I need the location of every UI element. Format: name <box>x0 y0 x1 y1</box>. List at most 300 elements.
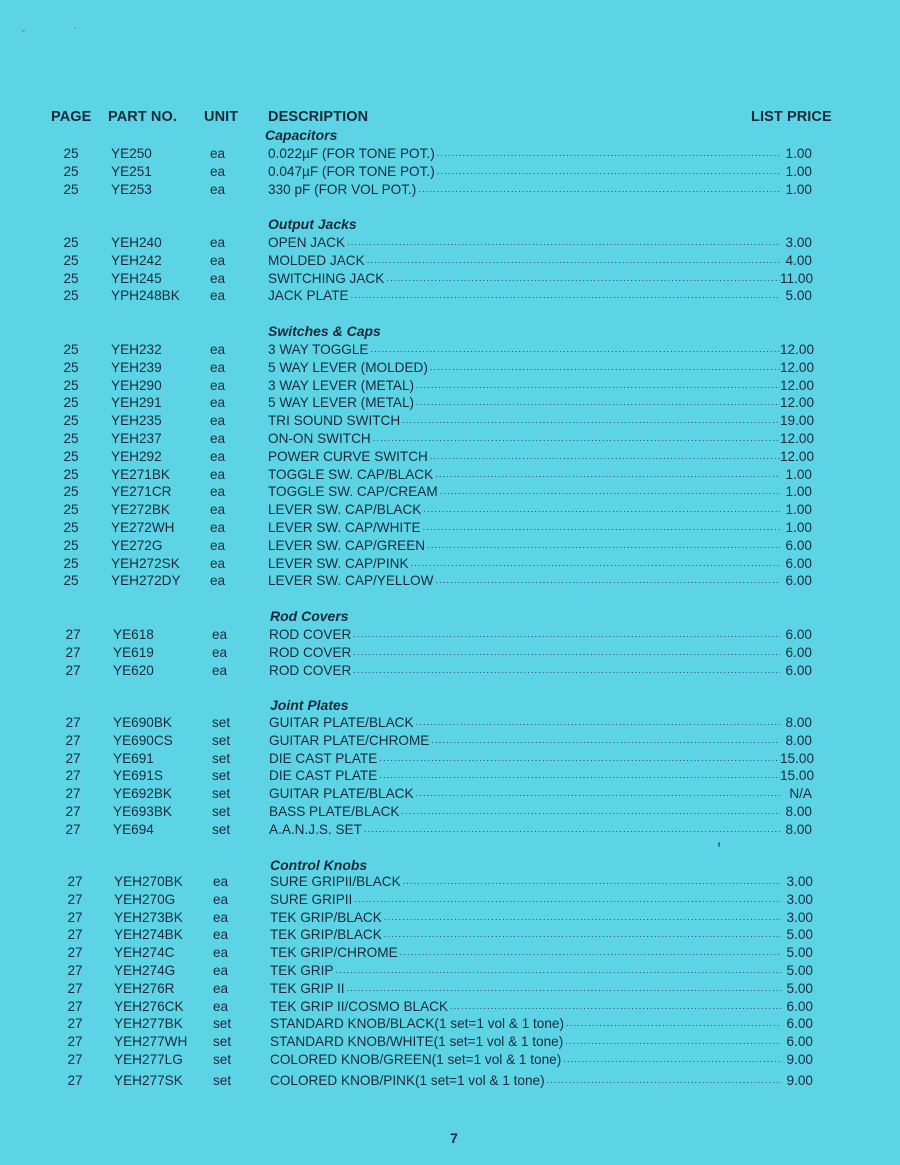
row-page: 25 <box>63 555 79 571</box>
row-unit: ea <box>210 520 226 535</box>
dot-leader <box>384 926 781 944</box>
paper-speck <box>74 27 76 29</box>
row-page: 27 <box>65 786 81 802</box>
row-part-no: YE253 <box>111 181 152 197</box>
row-part-no: YEH237 <box>111 431 162 446</box>
row-part-no: YE251 <box>111 163 152 179</box>
price-list-row <box>0 448 900 466</box>
row-page: 25 <box>63 377 79 393</box>
dot-leader <box>370 341 780 359</box>
row-part-no: YE694 <box>113 821 154 837</box>
row-unit: ea <box>210 377 226 393</box>
row-part-no: YE691S <box>113 768 163 784</box>
row-description-text: DIE CAST PLATE <box>269 750 378 766</box>
row-description-text: SURE GRIPII <box>270 891 353 907</box>
row-page: 25 <box>63 146 79 161</box>
row-description-text: 0.047µF (FOR TONE POT.) <box>268 163 435 179</box>
row-description <box>270 891 781 909</box>
row-list-price: 1.00 <box>785 502 812 518</box>
row-description-text: GUITAR PLATE/CHROME <box>269 732 430 748</box>
row-list-price: 11.00 <box>780 270 814 286</box>
row-unit: ea <box>210 395 226 411</box>
price-list-row <box>0 287 900 305</box>
row-list-price: 9.00 <box>786 1052 813 1067</box>
row-page: 27 <box>67 927 83 943</box>
row-description-text: LEVER SW. CAP/WHITE <box>268 520 421 535</box>
dot-leader <box>384 909 781 927</box>
price-list-row <box>0 662 900 680</box>
row-description <box>268 145 780 163</box>
dot-leader <box>353 644 780 662</box>
row-list-price: 1.00 <box>785 484 812 500</box>
row-description <box>268 555 780 573</box>
row-unit: ea <box>210 163 226 179</box>
row-page: 25 <box>63 484 79 500</box>
row-description <box>270 1015 781 1033</box>
row-unit: ea <box>210 537 226 553</box>
row-description-text: TOGGLE SW. CAP/CREAM <box>268 484 438 500</box>
dot-leader <box>437 163 780 181</box>
row-page: 27 <box>67 963 83 978</box>
row-page: 27 <box>65 662 81 678</box>
row-page: 25 <box>63 502 79 518</box>
row-part-no: YE272WH <box>111 520 175 535</box>
row-description <box>268 181 780 199</box>
dot-leader <box>418 181 780 199</box>
row-unit: ea <box>210 413 226 429</box>
row-description-text: TEK GRIP II/COSMO BLACK <box>270 998 449 1014</box>
row-list-price: 6.00 <box>785 662 812 678</box>
dot-leader <box>435 466 780 484</box>
row-list-price: 1.00 <box>785 181 812 197</box>
row-page: 25 <box>63 288 79 304</box>
row-unit: ea <box>210 270 226 286</box>
dot-leader <box>373 430 780 448</box>
row-description-text: SWITCHING JACK <box>268 270 385 286</box>
row-list-price: 3.00 <box>785 235 812 250</box>
section-title: Joint Plates <box>270 697 349 713</box>
row-description-text: MOLDED JACK <box>268 252 365 268</box>
row-part-no: YEH232 <box>111 342 162 357</box>
price-list-row <box>0 626 900 644</box>
price-list-row <box>0 377 900 395</box>
dot-leader <box>379 750 780 768</box>
row-part-no: YEH272DY <box>111 573 181 589</box>
dot-leader <box>435 572 780 590</box>
row-list-price: 6.00 <box>786 1016 813 1032</box>
row-description-text: BASS PLATE/BLACK <box>269 804 400 819</box>
row-description <box>270 980 781 998</box>
price-list-row <box>0 732 900 750</box>
row-part-no: YEH245 <box>111 270 162 286</box>
row-page: 25 <box>63 573 79 589</box>
row-list-price: 12.00 <box>780 377 815 393</box>
row-description-text: POWER CURVE SWITCH <box>268 448 428 464</box>
dot-leader <box>347 980 781 998</box>
row-list-price: 12.00 <box>780 448 815 464</box>
row-unit: ea <box>210 555 226 571</box>
row-page: 27 <box>65 715 81 730</box>
price-list-row <box>0 163 900 181</box>
price-list-row <box>0 962 900 980</box>
price-list-row <box>0 181 900 199</box>
price-list-row <box>0 644 900 662</box>
row-description-text: TEK GRIP II <box>270 980 345 996</box>
row-description <box>269 785 780 803</box>
row-description <box>270 1033 781 1051</box>
row-part-no: YEH277LG <box>114 1052 183 1067</box>
row-part-no: YEH277SK <box>114 1072 183 1088</box>
dot-leader <box>547 1072 781 1090</box>
row-page: 25 <box>63 520 79 535</box>
row-list-price: 6.00 <box>785 644 812 660</box>
row-description-text: TOGGLE SW. CAP/BLACK <box>268 466 434 482</box>
page-number: 7 <box>450 1130 458 1146</box>
row-page: 25 <box>63 163 79 179</box>
row-description-text: ON-ON SWITCH <box>268 431 371 446</box>
row-description <box>269 803 780 821</box>
row-description <box>268 572 780 590</box>
row-part-no: YEH274G <box>114 963 176 978</box>
row-description-text: GUITAR PLATE/BLACK <box>269 715 414 730</box>
row-unit: ea <box>213 874 229 889</box>
row-page: 27 <box>67 998 83 1014</box>
row-unit: ea <box>210 342 226 357</box>
row-description <box>270 926 781 944</box>
row-list-price: 6.00 <box>785 555 812 571</box>
row-page: 25 <box>63 235 79 250</box>
row-unit: ea <box>210 448 226 464</box>
row-part-no: YEH274C <box>114 945 175 961</box>
row-part-no: YE690BK <box>113 715 172 730</box>
section-title: Capacitors <box>265 127 338 143</box>
row-page: 27 <box>67 1016 83 1032</box>
row-list-price: 3.00 <box>786 891 813 907</box>
row-list-price: 1.00 <box>785 520 812 535</box>
row-part-no: YEH290 <box>111 377 162 393</box>
row-page: 25 <box>63 252 79 268</box>
row-unit: set <box>212 786 231 802</box>
header-part-no: PART NO. <box>108 109 178 125</box>
price-list-row <box>0 412 900 430</box>
row-part-no: YE619 <box>113 644 154 660</box>
row-page: 27 <box>67 891 83 907</box>
price-list-row <box>0 1072 900 1090</box>
row-part-no: YE271BK <box>111 466 170 482</box>
row-part-no: YEH239 <box>111 359 162 375</box>
header-description: DESCRIPTION <box>268 109 369 125</box>
section-title: Output Jacks <box>268 216 357 232</box>
row-page: 25 <box>63 537 79 553</box>
row-unit: ea <box>210 181 226 197</box>
row-description-text: ROD COVER <box>269 644 352 660</box>
row-part-no: YEH291 <box>111 395 162 411</box>
row-part-no: YEH270BK <box>114 874 183 889</box>
price-list-row <box>0 572 900 590</box>
price-list-row <box>0 1033 900 1051</box>
row-unit: set <box>213 1016 232 1032</box>
row-unit: ea <box>212 662 228 678</box>
row-list-price: 5.00 <box>785 288 812 304</box>
dot-leader <box>335 962 781 980</box>
dot-leader <box>423 501 780 519</box>
dot-leader <box>416 785 780 803</box>
row-part-no: YE618 <box>113 627 154 642</box>
row-description <box>268 163 780 181</box>
row-description <box>270 944 781 962</box>
price-list-row <box>0 483 900 501</box>
row-page: 27 <box>65 804 81 819</box>
row-list-price: 19.00 <box>780 413 815 429</box>
header-list-price: LIST PRICE <box>751 109 832 125</box>
dot-leader <box>402 412 780 430</box>
row-part-no: YEH274BK <box>114 927 183 943</box>
row-description-text: 3 WAY LEVER (METAL) <box>268 377 415 393</box>
row-unit: ea <box>213 891 229 907</box>
row-unit: ea <box>213 909 229 925</box>
row-unit: ea <box>210 252 226 268</box>
row-description <box>269 821 780 839</box>
row-list-price: 15.00 <box>780 750 815 766</box>
row-description <box>268 483 780 501</box>
row-description-text: COLORED KNOB/PINK(1 set=1 vol & 1 tone) <box>270 1072 545 1088</box>
row-list-price: 8.00 <box>785 821 812 837</box>
price-list-row <box>0 270 900 288</box>
row-list-price: 6.00 <box>786 998 813 1014</box>
paper-speck <box>22 30 25 32</box>
row-unit: ea <box>212 627 228 642</box>
row-unit: ea <box>213 980 229 996</box>
row-unit: set <box>213 1052 232 1067</box>
row-description-text: SURE GRIPII/BLACK <box>270 874 401 889</box>
row-description-text: 3 WAY TOGGLE <box>268 342 369 357</box>
row-description-text: TEK GRIP <box>270 963 334 978</box>
row-description <box>268 537 780 555</box>
row-part-no: YEH240 <box>111 235 162 250</box>
dot-leader <box>431 732 780 750</box>
row-list-price: 12.00 <box>780 395 815 411</box>
row-list-price: 6.00 <box>785 537 812 553</box>
row-part-no: YEH242 <box>111 252 162 268</box>
price-list-row <box>0 891 900 909</box>
row-description-text: TEK GRIP/BLACK <box>270 927 382 943</box>
row-unit: set <box>212 768 231 784</box>
row-part-no: YEH270G <box>114 891 176 907</box>
row-unit: ea <box>213 927 229 943</box>
row-description-text: STANDARD KNOB/WHITE(1 set=1 vol & 1 tone) <box>270 1034 564 1050</box>
dot-leader <box>400 944 781 962</box>
dot-leader <box>450 998 781 1016</box>
row-part-no: YEH277WH <box>114 1034 188 1050</box>
row-description <box>268 519 780 537</box>
row-page: 27 <box>67 945 83 961</box>
price-list-row <box>0 1015 900 1033</box>
dot-leader <box>411 555 780 573</box>
row-description-text: OPEN JACK <box>268 235 346 250</box>
dot-leader <box>351 287 780 305</box>
row-unit: ea <box>213 945 229 961</box>
row-page: 27 <box>65 732 81 748</box>
dot-leader <box>367 252 780 270</box>
section-title: Control Knobs <box>270 857 368 873</box>
row-description-text: TRI SOUND SWITCH <box>268 413 401 429</box>
row-description <box>268 377 780 395</box>
dot-leader <box>437 145 780 163</box>
row-list-price: 6.00 <box>786 1034 813 1050</box>
price-list-row <box>0 341 900 359</box>
price-list-row <box>0 926 900 944</box>
dot-leader <box>427 537 780 555</box>
row-description <box>268 430 780 448</box>
price-list-row <box>0 145 900 163</box>
price-list-row <box>0 750 900 768</box>
price-list-row <box>0 1051 900 1069</box>
row-unit: ea <box>210 484 226 500</box>
price-list-row <box>0 537 900 555</box>
row-list-price: 1.00 <box>785 466 812 482</box>
row-page: 25 <box>63 395 79 411</box>
row-description-text: COLORED KNOB/GREEN(1 set=1 vol & 1 tone) <box>270 1052 562 1067</box>
row-description-text: TEK GRIP/CHROME <box>270 945 398 961</box>
row-part-no: YE693BK <box>113 804 172 819</box>
price-list-row <box>0 430 900 448</box>
dot-leader <box>416 714 780 732</box>
row-description-text: STANDARD KNOB/BLACK(1 set=1 vol & 1 tone) <box>270 1016 565 1032</box>
row-page: 27 <box>65 627 81 642</box>
row-page: 25 <box>63 448 79 464</box>
dot-leader <box>566 1015 781 1033</box>
dot-leader <box>347 234 780 252</box>
row-part-no: YEH276CK <box>114 998 184 1014</box>
row-description-text: TEK GRIP/BLACK <box>270 909 382 925</box>
row-description <box>268 287 780 305</box>
row-list-price: 3.00 <box>786 874 813 889</box>
dot-leader <box>353 662 780 680</box>
row-description <box>269 767 780 785</box>
column-header-row <box>0 109 900 127</box>
row-part-no: YEH292 <box>111 448 162 464</box>
row-page: 25 <box>63 270 79 286</box>
dot-leader <box>364 821 780 839</box>
row-description-text: ROD COVER <box>269 627 352 642</box>
row-part-no: YE250 <box>111 146 152 161</box>
section-title: Rod Covers <box>270 608 349 624</box>
row-part-no: YE692BK <box>113 786 172 802</box>
row-description <box>268 412 780 430</box>
row-page: 25 <box>63 181 79 197</box>
row-unit: ea <box>210 431 226 446</box>
row-page: 27 <box>67 1072 83 1088</box>
row-description <box>268 252 780 270</box>
row-part-no: YE271CR <box>111 484 172 500</box>
row-page: 25 <box>63 413 79 429</box>
price-list-row <box>0 873 900 891</box>
dot-leader <box>423 519 780 537</box>
price-list-row <box>0 803 900 821</box>
row-page: 27 <box>67 1034 83 1050</box>
row-description-text: LEVER SW. CAP/YELLOW <box>268 573 434 589</box>
row-description <box>270 962 781 980</box>
row-page: 27 <box>65 644 81 660</box>
dot-leader <box>563 1051 781 1069</box>
dot-leader <box>430 448 780 466</box>
row-list-price: 8.00 <box>785 732 812 748</box>
row-unit: ea <box>210 288 226 304</box>
section-title: Switches & Caps <box>268 323 381 339</box>
dot-leader <box>379 767 780 785</box>
row-description <box>270 998 781 1016</box>
row-description <box>269 750 780 768</box>
row-list-price: 12.00 <box>780 342 815 357</box>
row-list-price: 8.00 <box>785 715 812 730</box>
row-description-text: JACK PLATE <box>268 288 349 304</box>
row-description-text: 0.022µF (FOR TONE POT.) <box>268 146 435 161</box>
row-description <box>268 359 780 377</box>
row-list-price: 8.00 <box>785 804 812 819</box>
price-list-row <box>0 394 900 412</box>
row-page: 27 <box>65 821 81 837</box>
row-unit: ea <box>212 644 228 660</box>
row-list-price: 9.00 <box>786 1072 813 1088</box>
row-description <box>269 732 780 750</box>
row-description <box>268 501 780 519</box>
row-page: 27 <box>67 874 83 889</box>
price-list-row <box>0 359 900 377</box>
row-list-price: 3.00 <box>786 909 813 925</box>
row-description <box>268 466 780 484</box>
row-description <box>269 662 780 680</box>
row-description <box>268 394 780 412</box>
row-unit: ea <box>210 146 226 161</box>
row-list-price: 6.00 <box>785 573 812 589</box>
row-unit: ea <box>210 466 226 482</box>
price-list-row <box>0 519 900 537</box>
row-description-text: 330 pF (FOR VOL POT.) <box>268 181 417 197</box>
row-description <box>270 1072 781 1090</box>
price-list-row <box>0 785 900 803</box>
row-list-price: 1.00 <box>785 163 812 179</box>
row-description-text: A.A.N.J.S. SET <box>269 821 362 837</box>
row-unit: set <box>212 750 231 766</box>
row-description-text: LEVER SW. CAP/PINK <box>268 555 409 571</box>
row-part-no: YEH277BK <box>114 1016 183 1032</box>
row-list-price: 12.00 <box>780 431 815 446</box>
dot-leader <box>430 359 780 377</box>
row-list-price: 5.00 <box>786 980 813 996</box>
row-part-no: YEH273BK <box>114 909 183 925</box>
row-unit: set <box>212 804 231 819</box>
price-list-row <box>0 714 900 732</box>
row-list-price: 6.00 <box>785 627 812 642</box>
row-page: 27 <box>67 980 83 996</box>
row-list-price: 12.00 <box>780 359 815 375</box>
row-part-no: YE691 <box>113 750 154 766</box>
row-unit: ea <box>213 963 229 978</box>
row-page: 27 <box>67 909 83 925</box>
row-list-price: 4.00 <box>785 252 812 268</box>
row-part-no: YEH235 <box>111 413 162 429</box>
row-description-text: DIE CAST PLATE <box>269 768 378 784</box>
row-page: 25 <box>63 342 79 357</box>
price-list-row <box>0 944 900 962</box>
paper-speck <box>718 842 720 847</box>
row-description-text: 5 WAY LEVER (MOLDED) <box>268 359 428 375</box>
row-description <box>269 644 780 662</box>
row-description <box>269 714 780 732</box>
row-page: 25 <box>63 466 79 482</box>
row-description <box>268 270 780 288</box>
row-part-no: YE690CS <box>113 732 173 748</box>
